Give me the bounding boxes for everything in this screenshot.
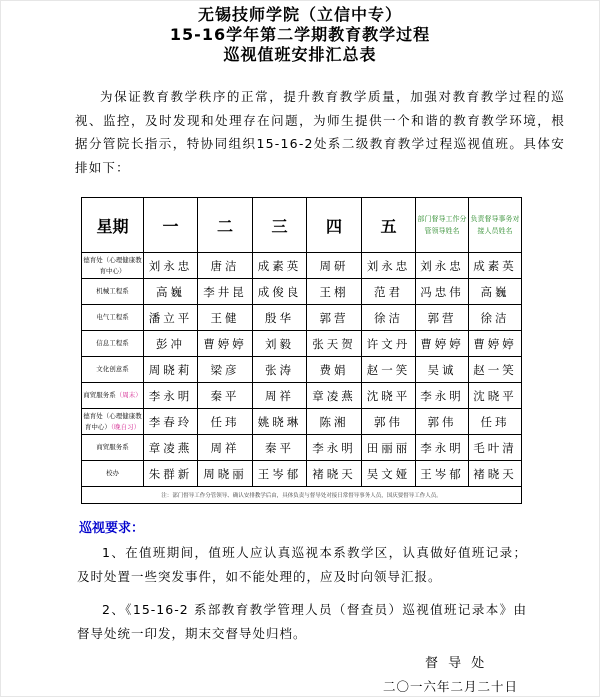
name-cell: 彭冲 — [144, 331, 198, 357]
department-name: 校办 — [106, 469, 119, 477]
table-row — [82, 305, 522, 331]
table-footnote-row — [82, 487, 522, 504]
department-cell — [82, 253, 144, 279]
name-cell: 周晓莉 — [144, 357, 198, 383]
department-name: 商贸服务系 — [83, 391, 116, 399]
header-cell-mon: 一 — [144, 198, 198, 253]
table-row — [82, 383, 522, 409]
name-cell: 唐洁 — [198, 253, 253, 279]
name-cell: 张天贺 — [307, 331, 362, 357]
name-cell: 周研 — [307, 253, 362, 279]
name-cell: 周祥 — [253, 383, 307, 409]
department-name: 商贸服务系 — [96, 443, 129, 451]
name-cell: 梁彦 — [198, 357, 253, 383]
department-highlight: （周末） — [115, 391, 142, 399]
name-cell: 成素英 — [469, 253, 522, 279]
department-cell — [82, 357, 144, 383]
department-cell — [82, 461, 144, 487]
page-title: 巡视值班安排汇总表 — [223, 45, 377, 64]
name-cell: 郭伟 — [416, 409, 469, 435]
name-cell: 章凌燕 — [307, 383, 362, 409]
name-cell: 赵一笑 — [362, 357, 416, 383]
department-cell — [82, 279, 144, 305]
name-cell: 王岑郁 — [253, 461, 307, 487]
name-cell: 任玮 — [198, 409, 253, 435]
name-cell: 曹婷婷 — [469, 331, 522, 357]
header-cell-thu: 四 — [307, 198, 362, 253]
table-header-row — [82, 198, 522, 253]
name-cell: 任玮 — [469, 409, 522, 435]
header-note-contact: 负责督导事务对接人员姓名 — [469, 198, 522, 253]
table-row — [82, 357, 522, 383]
name-cell: 张涛 — [253, 357, 307, 383]
department-name: 德育处（心理健康教育中心） — [83, 255, 142, 275]
name-cell: 殷华 — [253, 305, 307, 331]
name-cell: 郭营 — [307, 305, 362, 331]
department-name: 机械工程系 — [96, 287, 129, 295]
name-cell: 郭营 — [416, 305, 469, 331]
department-name: 电气工程系 — [96, 313, 129, 321]
signature-office: 督 导 处 — [425, 656, 488, 671]
name-cell: 王岑郁 — [416, 461, 469, 487]
name-cell: 成素英 — [253, 253, 307, 279]
name-cell: 刘毅 — [253, 331, 307, 357]
header-cell-fri: 五 — [362, 198, 416, 253]
name-cell: 褚晓天 — [307, 461, 362, 487]
name-cell: 刘永忠 — [144, 253, 198, 279]
header-cell-tue: 二 — [198, 198, 253, 253]
department-cell — [82, 331, 144, 357]
header-note-leader: 部门督导工作分管领导姓名 — [416, 198, 469, 253]
name-cell: 王栩 — [307, 279, 362, 305]
name-cell: 范君 — [362, 279, 416, 305]
name-cell: 褚晓天 — [469, 461, 522, 487]
table-row — [82, 331, 522, 357]
name-cell: 朱群新 — [144, 461, 198, 487]
table-footnote: 注：部门督导工作分管领导、确认安排教学后由，具体负责与督导处对接日常督导事务人员，国庆要督导工作人员。 — [82, 487, 522, 504]
schedule-table — [81, 197, 522, 504]
name-cell: 李春玲 — [144, 409, 198, 435]
table-row — [82, 279, 522, 305]
name-cell: 徐洁 — [362, 305, 416, 331]
name-cell: 田丽丽 — [362, 435, 416, 461]
table-row — [82, 253, 522, 279]
school-name: 无锡技师学院（立信中专） — [197, 5, 402, 24]
department-cell — [82, 383, 144, 409]
requirement-item-2: 2、《15-16-2 系部教育教学管理人员（督查员）巡视值班记录本》由督导处统一印发，期末交督导处归档。 — [77, 602, 527, 641]
table-row — [82, 435, 522, 461]
name-cell: 沈晓平 — [469, 383, 522, 409]
name-cell: 曹婷婷 — [198, 331, 253, 357]
intro-paragraph: 为保证教育教学秩序的正常，提升教育教学质量，加强对教育教学过程的巡视、监控，及时发现和处理存在问题，为师生提供一个和谐的教育教学环境，根据分管院长指示，特协同组织15-16-2处系二级教育教学过程巡视值班。具体安排如下： — [75, 89, 565, 175]
name-cell: 周晓丽 — [198, 461, 253, 487]
name-cell: 章凌燕 — [144, 435, 198, 461]
name-cell: 吴文娅 — [362, 461, 416, 487]
term-line: 15-16学年第二学期教育教学过程 — [169, 25, 431, 44]
name-cell: 郭伟 — [362, 409, 416, 435]
name-cell: 陈湘 — [307, 409, 362, 435]
name-cell: 吴诚 — [416, 357, 469, 383]
header-cell-weekday: 星期 — [82, 198, 144, 253]
name-cell: 毛叶清 — [469, 435, 522, 461]
name-cell: 刘永忠 — [416, 253, 469, 279]
name-cell: 李永明 — [307, 435, 362, 461]
department-cell — [82, 435, 144, 461]
name-cell: 秦平 — [198, 383, 253, 409]
department-name: 信息工程系 — [96, 339, 129, 347]
table-row — [82, 461, 522, 487]
table-row — [82, 409, 522, 435]
name-cell: 李永明 — [144, 383, 198, 409]
name-cell: 李井昆 — [198, 279, 253, 305]
name-cell: 徐洁 — [469, 305, 522, 331]
header-cell-wed: 三 — [253, 198, 307, 253]
name-cell: 曹婷婷 — [416, 331, 469, 357]
name-cell: 李永明 — [416, 383, 469, 409]
signature-date: 二〇一六年二月二十日 — [383, 679, 519, 694]
name-cell: 潘立平 — [144, 305, 198, 331]
name-cell: 赵一笑 — [469, 357, 522, 383]
name-cell: 成俊良 — [253, 279, 307, 305]
name-cell: 王健 — [198, 305, 253, 331]
name-cell: 高巍 — [144, 279, 198, 305]
department-highlight: （晚自习） — [110, 422, 141, 431]
name-cell: 高巍 — [469, 279, 522, 305]
department-name: 德育处（心理健康教育中心） — [83, 411, 142, 431]
name-cell: 李永明 — [416, 435, 469, 461]
name-cell: 刘永忠 — [362, 253, 416, 279]
name-cell: 许文丹 — [362, 331, 416, 357]
name-cell: 费娟 — [307, 357, 362, 383]
department-name: 文化创意系 — [96, 365, 129, 373]
requirements-title: 巡视要求： — [79, 521, 145, 536]
name-cell: 冯忠伟 — [416, 279, 469, 305]
department-cell — [82, 409, 144, 435]
name-cell: 秦平 — [253, 435, 307, 461]
name-cell: 姚晓琳 — [253, 409, 307, 435]
department-cell — [82, 305, 144, 331]
requirement-item-1: 1、在值班期间，值班人应认真巡视本系教学区，认真做好值班记录；及时处置一些突发事件，如不能处理的，应及时向领导汇报。 — [77, 545, 527, 584]
name-cell: 周祥 — [198, 435, 253, 461]
name-cell: 沈晓平 — [362, 383, 416, 409]
